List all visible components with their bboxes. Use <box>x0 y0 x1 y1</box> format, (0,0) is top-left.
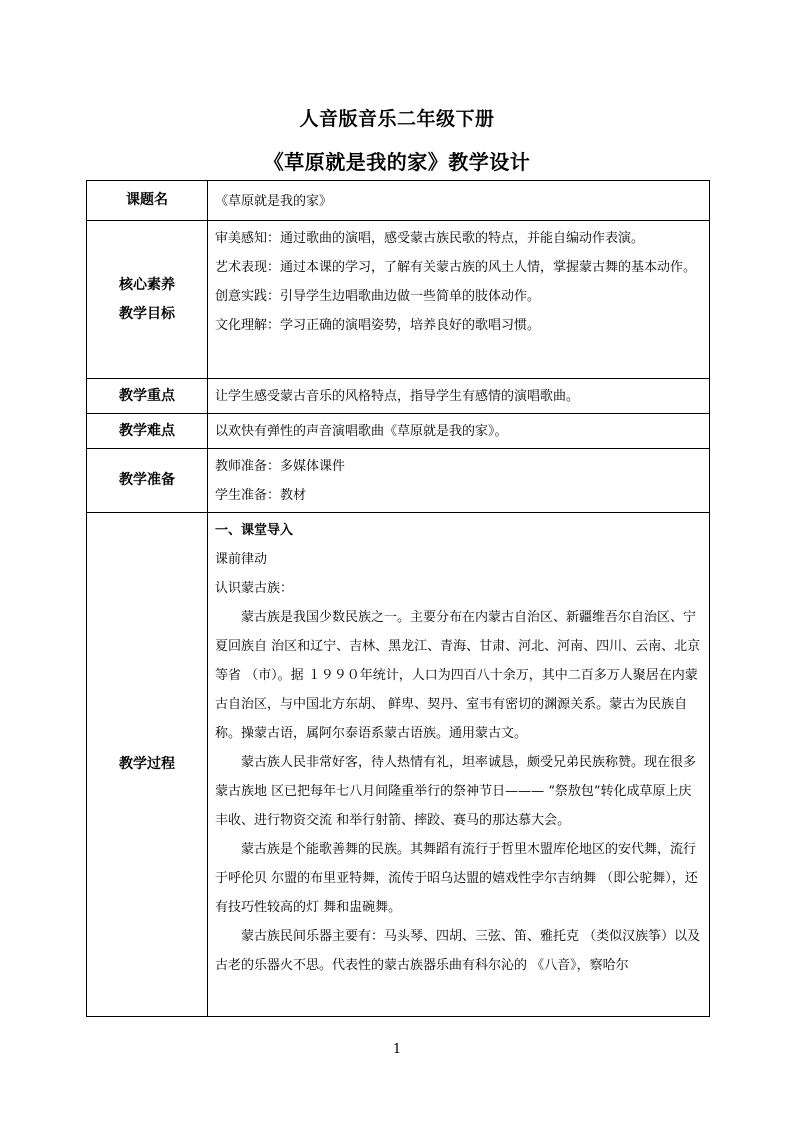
topic-text: 《草原就是我的家》 <box>215 193 333 209</box>
process-label: 教学过程 <box>87 513 208 1017</box>
process-paragraph: 蒙古族是个能歌善舞的民族。其舞蹈有流行于哲里木盟库伦地区的安代舞，流行于呼伦贝 尔盟的布里亚特舞，流传于昭乌达盟的嬉戏性孛尔吉纳舞 （即公驼舞），还有技巧性较高的灯 舞和盅碗舞。 <box>215 842 698 915</box>
goal-item: 文化理解：学习正确的演唱姿势，培养良好的歌唱习惯。 <box>215 318 541 333</box>
difficulties-text: 以欢快有弹性的声音演唱歌曲《草原就是我的家》。 <box>215 424 508 439</box>
difficulties-label: 教学难点 <box>87 414 208 449</box>
goals-value <box>208 221 710 379</box>
page-number: 1 <box>392 1042 402 1057</box>
process-value <box>208 513 710 1017</box>
topic-label: 课题名 <box>87 181 208 221</box>
process-line: 课前律动 <box>215 552 268 567</box>
table-row <box>87 513 710 1017</box>
teacher-preparation: 教师准备：多媒体课件 <box>215 459 346 474</box>
document-subtitle: 《草原就是我的家》教学设计 <box>263 150 531 174</box>
student-preparation: 学生准备：教材 <box>215 488 307 503</box>
process-line: 认识蒙古族： <box>215 581 294 596</box>
table-row <box>87 414 710 449</box>
table-row <box>87 449 710 513</box>
table-row <box>87 181 710 221</box>
goals-label-line2: 教学目标 <box>119 305 175 322</box>
difficulties-value <box>208 414 710 449</box>
goal-item: 艺术表现：通过本课的学习，了解有关蒙古族的风土人情，掌握蒙古舞的基本动作。 <box>215 260 697 275</box>
process-paragraph: 蒙古族是我国少数民族之一。主要分布在内蒙古自治区、新疆维吾尔自治区、宁夏回族自 治区和辽宁、吉林、黑龙江、青海、甘肃、河北、河南、四川、云南、北京等省 （市）。据 １９９０年统计，人口为四百八十余万，其中二百多万人聚居在内蒙古自治区，与中国北方东胡、 鲜卑、契丹、室韦有密切的渊源关系。蒙古为民族自称。操蒙古语，属阿尔泰语系蒙古语族。通用蒙古文。 <box>215 610 701 741</box>
process-section-title: 一、课堂导入 <box>215 523 294 538</box>
preparation-value <box>208 449 710 513</box>
table-row <box>87 379 710 414</box>
key-points-value <box>208 379 710 414</box>
table-row <box>87 221 710 379</box>
goals-label <box>87 221 208 379</box>
goal-item: 创意实践：引导学生边唱歌曲边做一些简单的肢体动作。 <box>215 289 541 304</box>
key-points-label: 教学重点 <box>87 379 208 414</box>
goals-label-line1: 核心素养 <box>119 276 175 293</box>
goal-item: 审美感知：通过歌曲的演唱，感受蒙古族民歌的特点，并能自编动作表演。 <box>215 231 645 246</box>
lesson-plan-table <box>86 180 710 1017</box>
process-paragraph: 蒙古族民间乐器主要有：马头琴、四胡、三弦、笛、雅托克 （类似汉族筝）以及古老的乐器火不思。代表性的蒙古族器乐曲有科尔沁的 《八音》，察哈尔 <box>215 929 701 973</box>
topic-value <box>208 181 710 221</box>
preparation-label: 教学准备 <box>87 449 208 513</box>
process-paragraph: 蒙古族人民非常好客，待人热情有礼，坦率诚恳，颇受兄弟民族称赞。现在很多蒙古族地 区已把每年七八月间隆重举行的祭神节日——— “祭敖包”转化成草原上庆丰收、进行物资交流 和举行射箭、摔跤、赛马的那达慕大会。 <box>215 755 697 828</box>
document-title: 人音版音乐二年级下册 <box>299 108 495 130</box>
key-points-text: 让学生感受蒙古音乐的风格特点，指导学生有感情的演唱歌曲。 <box>215 389 580 404</box>
